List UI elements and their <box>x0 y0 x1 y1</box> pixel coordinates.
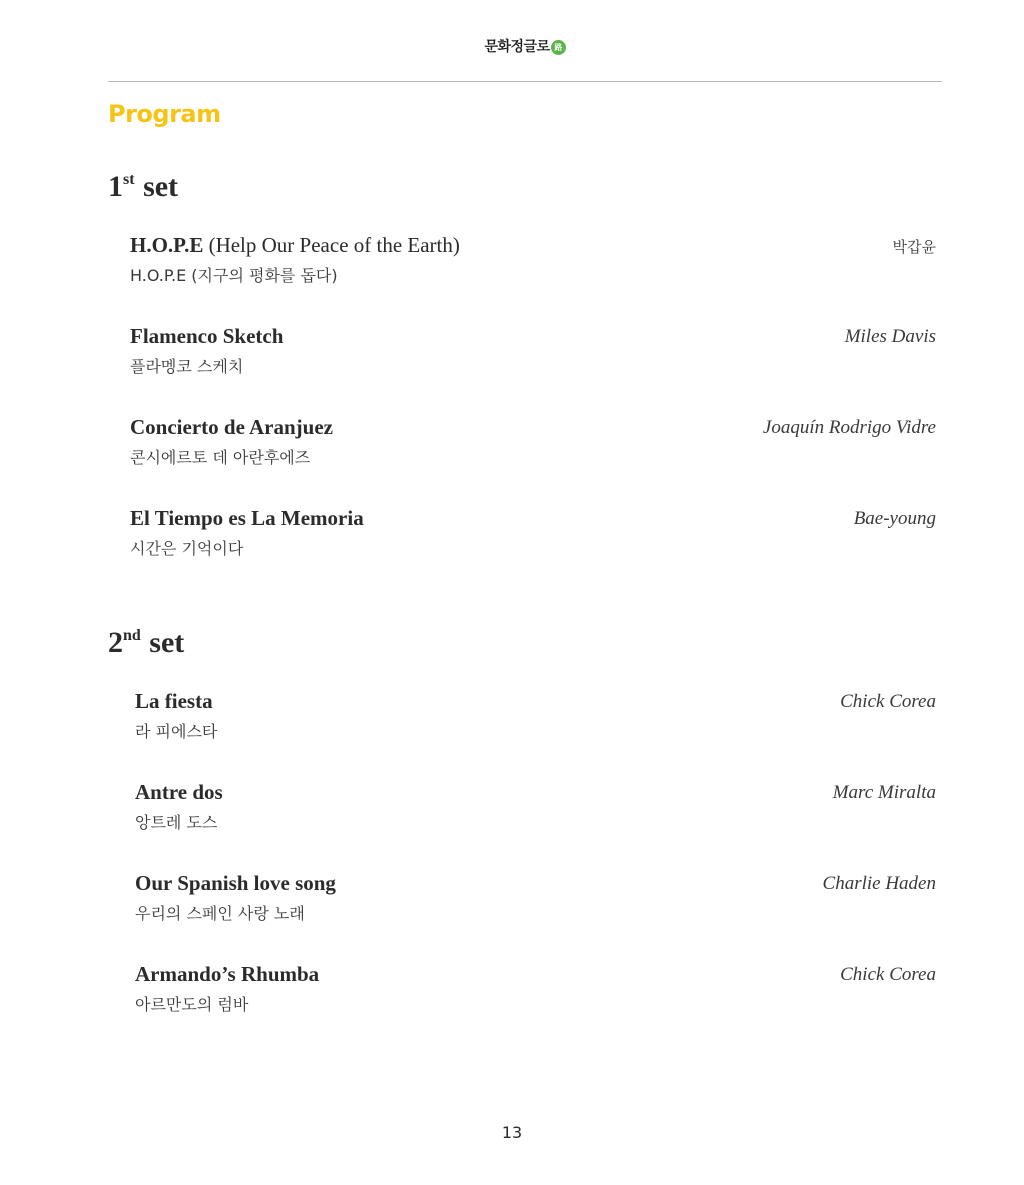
set-heading-1 <box>108 170 178 204</box>
piece-title: H.O.P.E (Help Our Peace of the Earth) <box>130 233 460 257</box>
piece-title-korean: 앙트레 도스 <box>135 813 218 832</box>
page-number: 13 <box>501 1123 523 1142</box>
set-label: set <box>143 170 179 203</box>
piece-title: Flamenco Sketch <box>130 324 284 348</box>
page-header <box>108 30 942 82</box>
set-ordinal-suffix: st <box>123 171 135 188</box>
set-heading-2 <box>108 626 184 660</box>
set-number: 1 <box>108 170 123 203</box>
publication-logo <box>108 36 942 56</box>
piece-title-korean: 콘시에르토 데 아란후에즈 <box>130 448 311 467</box>
composer: 박갑윤 <box>892 238 936 256</box>
piece-title-korean: H.O.P.E (지구의 평화를 돕다) <box>130 266 338 285</box>
logo-badge-icon: 路 <box>551 40 566 55</box>
piece-title-korean: 우리의 스페인 사랑 노래 <box>135 904 305 923</box>
composer: Charlie Haden <box>822 873 936 894</box>
composer: Bae-young <box>853 508 936 529</box>
composer: Miles Davis <box>844 326 936 347</box>
piece-title: Antre dos <box>135 780 223 804</box>
piece-title: El Tiempo es La Memoria <box>130 506 364 530</box>
composer: Joaquín Rodrigo Vidre <box>762 417 936 438</box>
piece-title: La fiesta <box>135 689 213 713</box>
piece-title-korean: 시간은 기억이다 <box>130 539 244 558</box>
composer: Chick Corea <box>840 964 936 985</box>
piece-title: Armando’s Rhumba <box>135 962 320 986</box>
piece-title-korean: 라 피에스타 <box>135 722 218 741</box>
piece-title: Our Spanish love song <box>135 871 336 895</box>
piece-title-korean: 아르만도의 럼바 <box>135 995 249 1014</box>
logo-text: 문화정글로 <box>484 39 550 55</box>
set-label: set <box>149 626 185 659</box>
set-number: 2 <box>108 626 123 659</box>
piece-title: Concierto de Aranjuez <box>130 415 333 439</box>
composer: Marc Miralta <box>832 782 936 803</box>
composer: Chick Corea <box>840 691 936 712</box>
piece-title-korean: 플라멩코 스케치 <box>130 357 244 376</box>
set-ordinal-suffix: nd <box>123 627 141 644</box>
program-heading: Program <box>108 100 221 128</box>
